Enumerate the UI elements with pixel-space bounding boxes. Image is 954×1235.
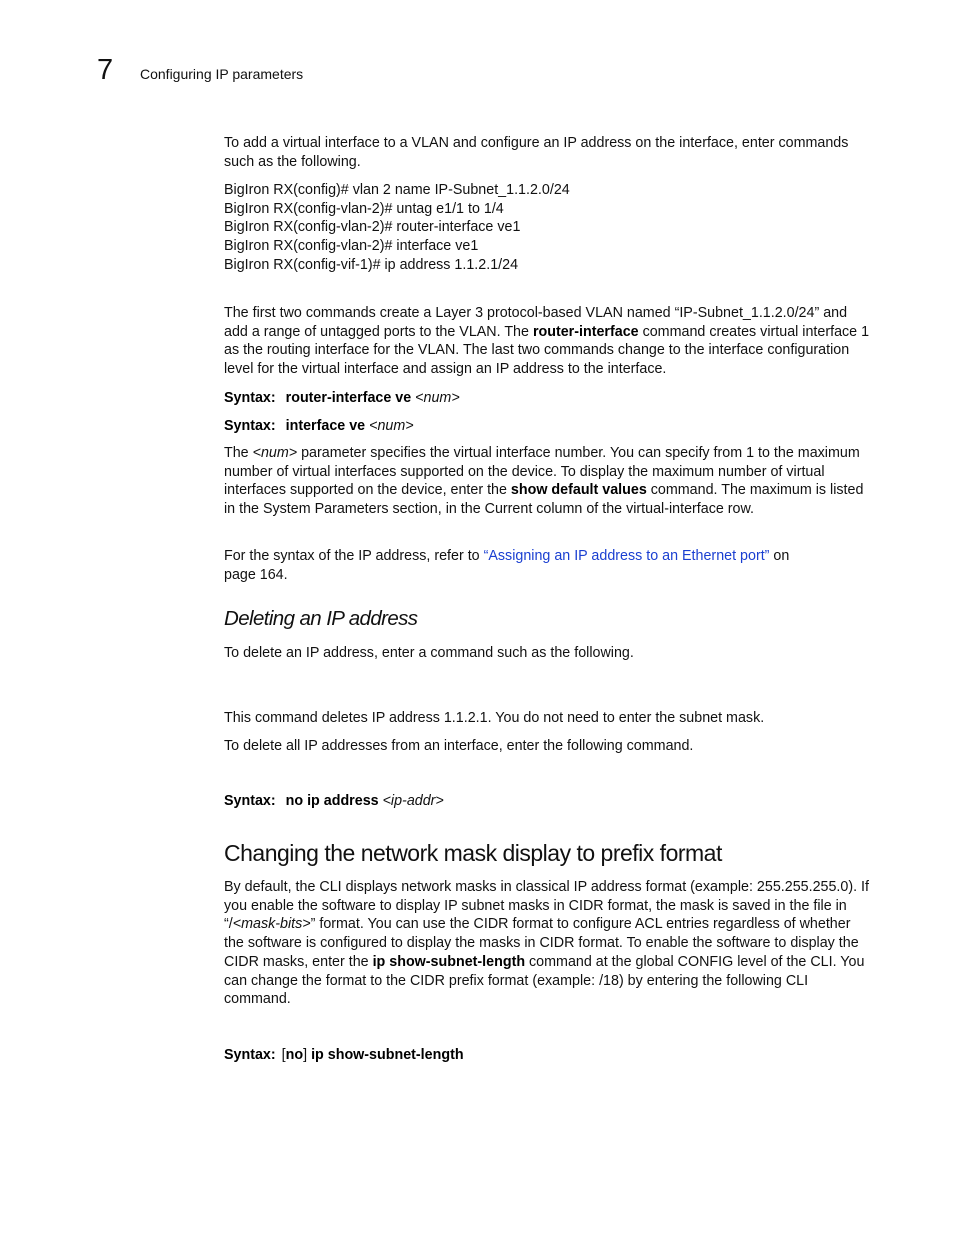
code-line: BigIron RX(config)# vlan 2 name IP-Subnet_1.1.2.0/24 <box>224 182 570 198</box>
code-line: BigIron RX(config-vlan-2)# untag e1/1 to 1/4 <box>224 200 504 217</box>
delete-explain: This command deletes IP address 1.1.2.1. You do not need to enter the subnet mask. <box>224 710 765 726</box>
explain-paragraph: The first two commands create a Layer 3 protocol-based VLAN named “IP-Subnet_1.1.2.0/24” and add a range of untagged ports to the VLAN. The router-interface command creates virtual interface 1 as the routing interface for the VLAN. The last two commands change to the interface configuration level for the virtual interface and assign an IP address to the interface. <box>224 305 870 378</box>
delete-intro: To delete an IP address, enter a command such as the following. <box>224 645 634 661</box>
code-block <box>224 181 570 275</box>
code-line: BigIron RX(config-vlan-2)# interface ve1 <box>224 238 479 255</box>
reference-paragraph: For the syntax of the IP address, refer to “Assigning an IP address to an Ethernet port” on page 164. <box>224 548 790 583</box>
cross-reference-link[interactable]: “Assigning an IP address to an Ethernet port” <box>483 548 770 564</box>
inline-command: ip show-subnet-length <box>372 953 526 970</box>
chapter-title: Configuring IP parameters <box>140 66 304 82</box>
code-line: BigIron RX(config-vif-1)# ip address 1.1.2.1/24 <box>224 256 519 273</box>
code-line: BigIron RX(config-vlan-2)# router-interface ve1 <box>224 219 521 236</box>
section-heading-deleting-ip: Deleting an IP address <box>224 607 418 630</box>
section-heading-mask-display: Changing the network mask display to prefix format <box>224 840 722 866</box>
inline-command: show default values <box>510 482 647 499</box>
syntax-no-ip-address: Syntax: no ip address <ip-addr> <box>224 793 444 809</box>
syntax-router-interface: Syntax: router-interface ve <num> <box>224 390 460 406</box>
delete-all: To delete all IP addresses from an interface, enter the following command. <box>224 738 694 754</box>
intro-paragraph: To add a virtual interface to a VLAN and configure an IP address on the interface, enter commands such as the following. <box>224 135 849 170</box>
mask-paragraph: By default, the CLI displays network masks in classical IP address format (example: 255.255.255.0). If you enable the software to display IP subnet masks in CIDR format, the mask is saved in the file in “/<mask-bits>” format. You can use the CIDR format to configure ACL entries regardless of whether the software is configured to display the masks in CIDR format. To enable the software to display the CIDR masks, enter the ip show-subnet-length command at the global CONFIG level of the CLI. You can change the format to the CIDR prefix format (example: /18) by entering the following CLI command. <box>224 879 869 1008</box>
num-param-paragraph: The <num> parameter specifies the virtual interface number. You can specify from 1 to the maximum number of virtual interfaces supported on the device. To display the maximum number of virtual interfaces supported on the device, enter the show default values command. The maximum is listed in the System Parameters section, in the Current column of the virtual-interface row. <box>224 445 864 518</box>
syntax-interface-ve: Syntax: interface ve <num> <box>224 418 414 434</box>
inline-command: router-interface <box>532 323 639 340</box>
chapter-number: 7 <box>97 54 114 86</box>
syntax-ip-show-subnet-length: Syntax: [no] ip show-subnet-length <box>224 1047 464 1063</box>
